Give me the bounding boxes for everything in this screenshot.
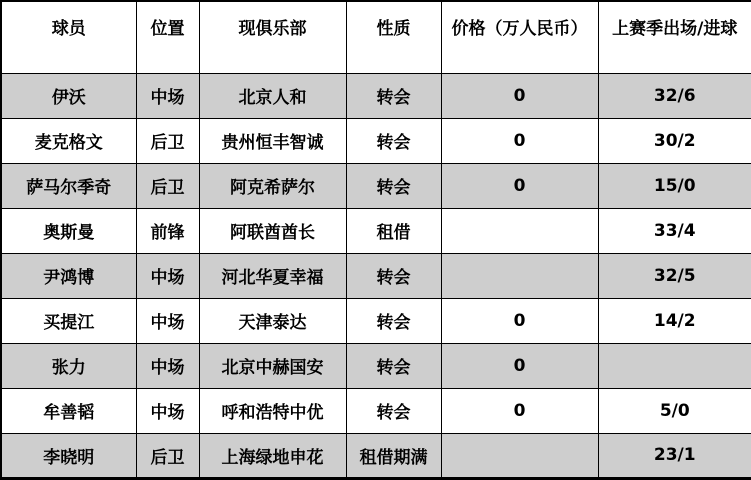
- cell-position: 后卫: [136, 163, 199, 208]
- cell-club: 河北华夏幸福: [199, 253, 346, 298]
- cell-stats: 14/2: [598, 298, 751, 343]
- cell-price: 0: [441, 298, 598, 343]
- cell-position: 中场: [136, 298, 199, 343]
- cell-nature: 转会: [346, 163, 441, 208]
- cell-position: 后卫: [136, 118, 199, 163]
- cell-stats: 32/6: [598, 73, 751, 118]
- cell-nature: 转会: [346, 118, 441, 163]
- table-row: [1, 118, 751, 163]
- column-header-position: 位置: [136, 1, 199, 73]
- table-row: [1, 388, 751, 433]
- column-header-nature: 性质: [346, 1, 441, 73]
- table-row: [1, 298, 751, 343]
- cell-price: 0: [441, 163, 598, 208]
- cell-nature: 转会: [346, 298, 441, 343]
- cell-nature: 转会: [346, 343, 441, 388]
- cell-player: 牟善韬: [1, 388, 136, 433]
- cell-nature: 转会: [346, 73, 441, 118]
- table-row: [1, 208, 751, 253]
- table-row: [1, 343, 751, 388]
- cell-price: 0: [441, 118, 598, 163]
- cell-stats: 32/5: [598, 253, 751, 298]
- cell-stats: 33/4: [598, 208, 751, 253]
- cell-stats: 30/2: [598, 118, 751, 163]
- cell-position: 中场: [136, 253, 199, 298]
- cell-club: 北京中赫国安: [199, 343, 346, 388]
- table-row: [1, 73, 751, 118]
- cell-player: 麦克格文: [1, 118, 136, 163]
- cell-player: 伊沃: [1, 73, 136, 118]
- table-row: [1, 433, 751, 478]
- column-header-club: 现俱乐部: [199, 1, 346, 73]
- cell-price: 0: [441, 388, 598, 433]
- cell-club: 上海绿地申花: [199, 433, 346, 478]
- table-row: [1, 253, 751, 298]
- column-header-player: 球员: [1, 1, 136, 73]
- cell-price: [441, 253, 598, 298]
- cell-price: 0: [441, 73, 598, 118]
- cell-nature: 租借: [346, 208, 441, 253]
- cell-position: 中场: [136, 388, 199, 433]
- cell-position: 后卫: [136, 433, 199, 478]
- table-row: [1, 163, 751, 208]
- cell-player: 奥斯曼: [1, 208, 136, 253]
- column-header-stats: 上赛季出场/进球: [598, 1, 751, 73]
- cell-club: 阿克希萨尔: [199, 163, 346, 208]
- cell-nature: 转会: [346, 253, 441, 298]
- cell-position: 中场: [136, 73, 199, 118]
- cell-nature: 租借期满: [346, 433, 441, 478]
- cell-stats: 23/1: [598, 433, 751, 478]
- cell-club: 天津泰达: [199, 298, 346, 343]
- cell-player: 买提江: [1, 298, 136, 343]
- cell-player: 萨马尔季奇: [1, 163, 136, 208]
- cell-club: 北京人和: [199, 73, 346, 118]
- cell-stats: [598, 343, 751, 388]
- column-header-price: 价格（万人民币）: [441, 1, 598, 73]
- cell-price: [441, 208, 598, 253]
- cell-stats: 15/0: [598, 163, 751, 208]
- cell-price: 0: [441, 343, 598, 388]
- cell-player: 尹鸿博: [1, 253, 136, 298]
- header-row: [1, 1, 751, 73]
- cell-nature: 转会: [346, 388, 441, 433]
- cell-price: [441, 433, 598, 478]
- cell-stats: 5/0: [598, 388, 751, 433]
- cell-club: 呼和浩特中优: [199, 388, 346, 433]
- cell-position: 前锋: [136, 208, 199, 253]
- cell-player: 张力: [1, 343, 136, 388]
- cell-position: 中场: [136, 343, 199, 388]
- cell-player: 李晓明: [1, 433, 136, 478]
- cell-club: 贵州恒丰智诚: [199, 118, 346, 163]
- cell-club: 阿联酋酋长: [199, 208, 346, 253]
